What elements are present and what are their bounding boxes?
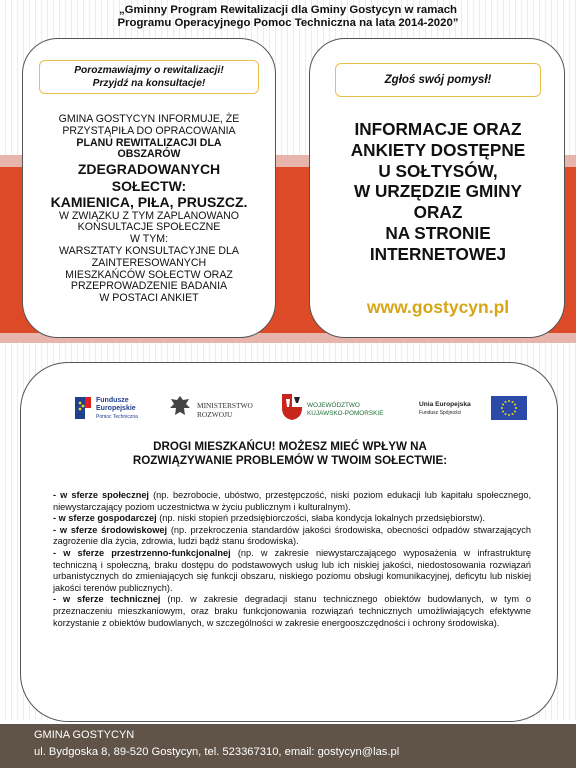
availability-line: U SOŁTYSÓW, <box>378 160 498 181</box>
availability-line: INFORMACJE ORAZ <box>354 119 522 139</box>
mr-line-1: MINISTERSTWO <box>197 401 253 410</box>
list-item <box>53 594 531 629</box>
header-line-2: Programu Operacyjnego Pomoc Techniczna na lata 2014-2020” <box>117 17 459 29</box>
list-item-text: (np. w zakresie niewystarczającego wyposażenia w infrastrukturę techniczną i społeczną, braku dostępu do podstawowych usług lub ich niskiej jakości, niedostosowania rozwiązań urbanistycznych do zmieniających się funkcji obszaru, niskiego poziomu obsługi komunikacyjnej, deficytu lub niskiej jakości terenów publicznych). <box>53 547 531 593</box>
info-line: W POSTACI ANKIET <box>99 292 199 305</box>
info-line: KONSULTACJE SPOŁECZNE <box>77 221 221 234</box>
footer <box>0 724 576 768</box>
info-line: W TYM: <box>129 233 169 246</box>
info-line: MIESZKAŃCÓW SOŁECTW ORAZ <box>65 268 233 281</box>
wk-line-1: WOJEWÓDZTWO <box>307 402 360 409</box>
coat-of-arms-icon <box>281 393 303 421</box>
header-line-1: „Gminny Program Rewitalizacji dla Gminy Gostycyn w ramach <box>118 4 458 16</box>
appeal-title-line-2: ROZWIĄZYWANIE PROBLEMÓW W TWOIM SOŁECTWIE: <box>132 454 448 467</box>
list-item <box>53 513 531 525</box>
availability-line: NA STRONIE <box>385 222 491 243</box>
ue-line-1: Unia Europejska <box>419 401 471 408</box>
availability-line: ORAZ <box>413 202 463 223</box>
callout-line-2: Przyjdź na konsultacje! <box>92 78 206 89</box>
info-line: PRZYSTĄPIŁA DO OPRACOWANIA <box>62 124 236 137</box>
info-line-emphasis: SOŁECTW: <box>111 177 187 194</box>
callout-line-1: Porozmawiajmy o rewitalizacji! <box>74 65 224 76</box>
list-item <box>53 490 531 513</box>
info-line: GMINA GOSTYCYN INFORMUJE, ŻE <box>58 113 240 125</box>
unia-europejska-logo <box>419 391 529 425</box>
ministerstwo-rozwoju-logo <box>167 391 277 425</box>
availability-line: INTERNETOWEJ <box>369 243 507 264</box>
village-names: KAMIENICA, PIŁA, PRUSZCZ. <box>50 194 248 211</box>
ideas-card <box>309 38 565 338</box>
fe-emblem-icon <box>75 395 93 421</box>
list-item-text: (np. w zakresie degradacji stanu technicznego obiektów budowlanych, w tym o przeznaczeniu mieszkaniowym, oraz braku funkcjonowania rozwiązań technicznych umożliwiających efektywne korzystanie z obiektów budowlanych, w szczególności w zakresie energooszczędności i ochrony środowiska). <box>53 594 531 628</box>
footer-name: GMINA GOSTYCYN <box>34 729 135 741</box>
list-item-label: - w sferze gospodarczej <box>53 513 157 524</box>
info-line: W ZWIĄZKU Z TYM ZAPLANOWANO <box>58 209 240 222</box>
wojewodztwo-logo <box>281 391 401 425</box>
availability-line: W URZĘDZIE GMINY <box>353 181 523 202</box>
fe-line-3: Pomoc Techniczna <box>96 414 138 420</box>
availability-text <box>318 119 558 265</box>
fe-line-2: Europejskie <box>96 405 136 412</box>
list-item-text: (np. przekroczenia standardów jakości środowiska, obecności odpadów stwarzających zagrożenie dla życia, zdrowia, ludzi bądź stanu środowiska). <box>53 524 531 547</box>
info-line: ZAINTERESOWANYCH <box>91 256 207 269</box>
ideas-callout: Zgłoś swój pomysł! <box>335 63 541 97</box>
info-line: OBSZARÓW <box>117 148 181 161</box>
info-line: PLANU REWITALIZACJI DLA <box>76 136 222 149</box>
list-item <box>53 525 531 548</box>
ue-line-2: Fundusz Spójności <box>419 410 462 416</box>
list-item-text: (np. bezrobocie, ubóstwo, przestępczość, niski poziom edukacji lub kapitału społecznego, niewystarczający poziom uczestnictwa w życiu publicznym i kulturalnym). <box>53 490 531 512</box>
list-item-label: - w sferze technicznej <box>53 594 161 605</box>
availability-line: ANKIETY DOSTĘPNE <box>350 139 526 160</box>
footer-contact: ul. Bydgoska 8, 89-520 Gostycyn, tel. 523367310, email: gostycyn@las.pl <box>34 746 400 758</box>
appeal-title <box>41 440 539 468</box>
wk-line-2: KUJAWSKO-POMORSKIE <box>307 409 384 417</box>
eagle-emblem-icon <box>167 393 193 423</box>
appeal-title-line-1: DROGI MIESZKAŃCU! MOŻESZ MIEĆ WPŁYW NA <box>153 440 427 453</box>
page-header <box>20 4 556 30</box>
website-link[interactable]: www.gostycyn.pl <box>366 297 510 317</box>
list-item-label: - w sferze przestrzenno-funkcjonalnej <box>53 547 231 558</box>
info-line: PRZEPROWADZENIE BADANIA <box>70 280 228 293</box>
list-item-label: - w sferze społecznej <box>53 490 149 500</box>
mr-line-2: ROZWOJU <box>197 409 233 419</box>
logo-strip <box>69 391 519 425</box>
information-card <box>20 362 558 722</box>
list-item-label: - w sferze środowiskowej <box>53 524 168 535</box>
info-line-emphasis: ZDEGRADOWANYCH <box>77 161 221 178</box>
consultation-callout <box>39 60 259 94</box>
consultation-card <box>22 38 276 338</box>
fe-line-1: Fundusze <box>96 397 129 404</box>
fundusze-europejskie-logo <box>75 391 155 425</box>
list-item-text: (np. niski stopień przedsiębiorczości, słaba kondycja lokalnych przedsiębiorstw). <box>156 513 486 524</box>
list-item <box>53 548 531 594</box>
info-line: WARSZTATY KONSULTACYJNE DLA <box>59 245 239 258</box>
problem-areas-list <box>53 490 531 629</box>
eu-flag-icon <box>491 396 527 420</box>
consultation-text <box>27 114 271 305</box>
